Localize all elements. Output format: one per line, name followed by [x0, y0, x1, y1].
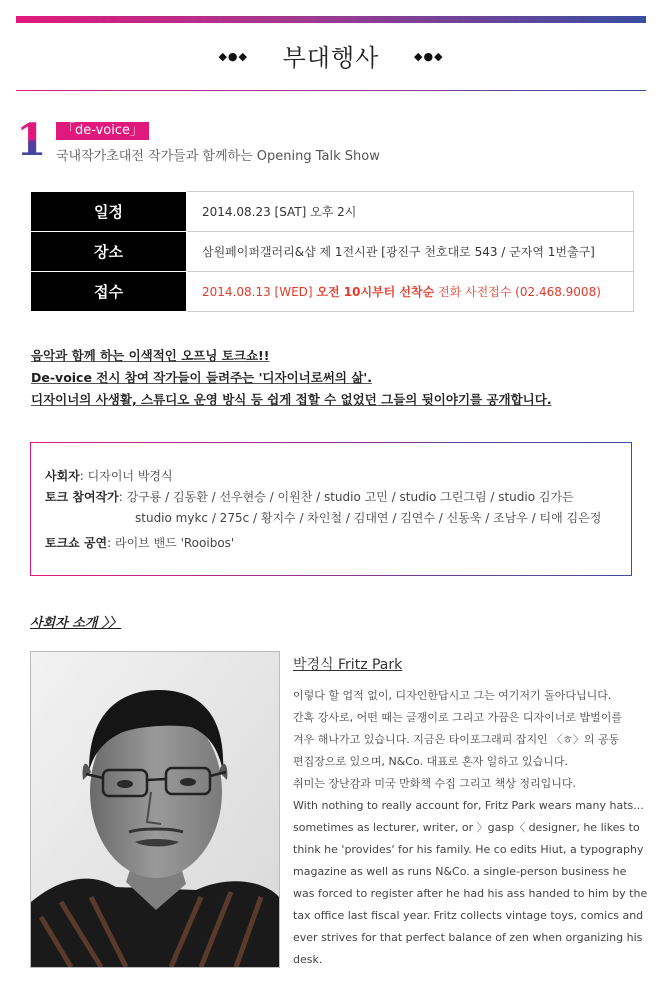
- portrait-image: [31, 652, 279, 967]
- host-row: [45, 466, 625, 487]
- moderator-section-title: 사회자 소개 〉〉: [30, 616, 122, 631]
- show-row: [45, 533, 625, 554]
- bio-line: 이렇다 할 업적 없이, 디자인한답시고 그는 여기저기 돌아다닙니다.: [293, 689, 612, 702]
- bio-line: magazine as well as runs N&Co. a single-person business he: [293, 865, 627, 878]
- page-title: [16, 38, 646, 73]
- event-subtitle: 국내작가초대전 작가들과 함께하는 Opening Talk Show: [56, 149, 380, 164]
- registration-date: 2014.08.13 [WED]: [202, 285, 317, 299]
- top-gradient-bar: [16, 16, 646, 23]
- show-value: : 라이브 밴드 'Rooibos': [107, 536, 235, 550]
- talkers-value: : 강구룡 / 김동환 / 선우현승 / 이원찬 / studio 고민 / studio 그린그림 / studio 김가든: [118, 490, 574, 504]
- event-tag: 「de-voice」: [56, 122, 149, 140]
- title-decoration-left: ◆●◆: [218, 49, 248, 63]
- registration-time: 오전 10시부터 선착순: [316, 285, 435, 299]
- title-divider: [16, 90, 646, 91]
- talkers-label: 토크 참여작가: [45, 490, 119, 504]
- bio-line: ever strives for that perfect balance of zen when organizing his: [293, 931, 643, 944]
- table-row: [31, 232, 634, 272]
- registration-value: [187, 272, 634, 312]
- bio-line: tax office last fiscal year. Fritz collects vintage toys, comics and: [293, 909, 644, 922]
- table-row: [31, 272, 634, 312]
- bio-line: sometimes as lecturer, writer, or 〉gasp〈 designer, he likes to: [293, 821, 640, 834]
- bio-line: 겨우 해나가고 있습니다. 지금은 타이포그래피 잡지인 〈ㅎ〉의 공동: [293, 733, 620, 746]
- bio-line: think he 'provides' for his family. He co edits Hiut, a typography: [293, 843, 644, 856]
- participants-box: [30, 442, 632, 576]
- table-row: [31, 192, 634, 232]
- moderator-name: 박경식 Fritz Park: [293, 657, 403, 673]
- bio-line: With nothing to really account for, Fritz Park wears many hats...: [293, 799, 644, 812]
- section-number: 1: [16, 115, 47, 166]
- host-value: : 디자이너 박경식: [79, 469, 173, 483]
- moderator-bio: [293, 685, 648, 971]
- title-decoration-right: ◆●◆: [414, 49, 444, 63]
- bio-line: 편집장으로 있으며, N&Co. 대표로 혼자 일하고 있습니다.: [293, 755, 569, 768]
- event-info-table: [30, 191, 634, 312]
- venue-label: 장소: [31, 232, 187, 272]
- host-label: 사회자: [45, 469, 80, 483]
- intro-text: [31, 345, 631, 411]
- talkers-value-cont: studio mykc / 275c / 황지수 / 차인철 / 김대연 / 김연수 / 신동욱 / 조남우 / 티애 김은정: [135, 511, 602, 525]
- intro-line: 음악과 함께 하는 이색적인 오프닝 토크쇼!!: [31, 348, 270, 363]
- page-title-text: 부대행사: [282, 44, 380, 72]
- bio-line: desk.: [293, 953, 323, 966]
- bio-line: was forced to register after he had his ass handed to him by the: [293, 887, 648, 900]
- talkers-row: [45, 487, 625, 508]
- show-label: 토크쇼 공연: [45, 536, 108, 550]
- registration-label: 접수: [31, 272, 187, 312]
- venue-value: 삼원페이퍼갤러리&샵 제 1전시관 [광진구 천호대로 543 / 군자역 1번출구]: [187, 232, 634, 272]
- intro-line: De-voice 전시 참여 작가들이 들려주는 '디자이너로써의 삶'.: [31, 370, 372, 385]
- registration-phone: 전화 사전접수 (02.468.9008): [434, 285, 601, 299]
- schedule-label: 일정: [31, 192, 187, 232]
- bio-line: 취미는 장난감과 미국 만화책 수집 그리고 책상 정리입니다.: [293, 777, 576, 790]
- bio-line: 간혹 강사로, 어떤 때는 글쟁이로 그리고 가끔은 디자이너로 밥벌이를: [293, 711, 622, 724]
- intro-line: 디자이너의 사생활, 스튜디오 운영 방식 등 쉽게 접할 수 없었던 그들의 뒷이야기를 공개합니다.: [31, 392, 552, 407]
- schedule-value: 2014.08.23 [SAT] 오후 2시: [187, 192, 634, 232]
- moderator-photo: [30, 651, 280, 968]
